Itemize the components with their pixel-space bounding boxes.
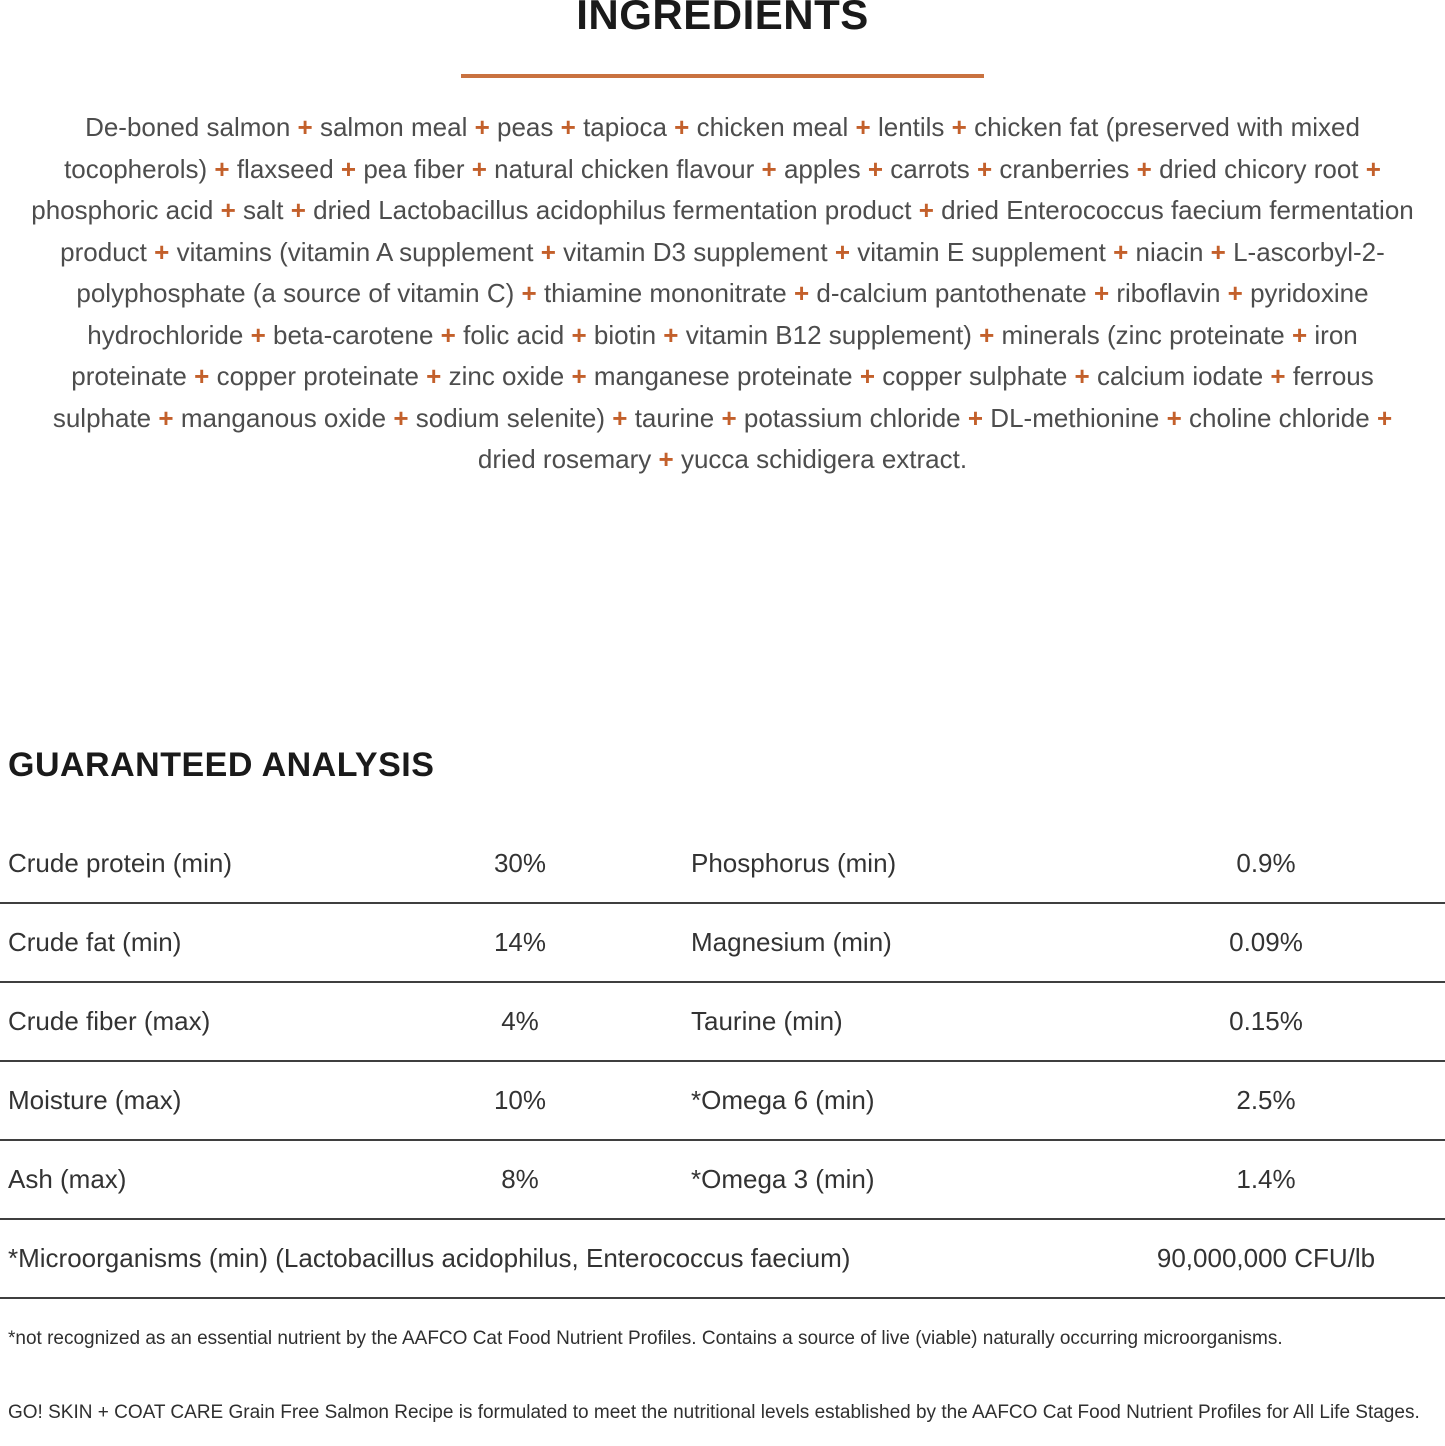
plus-separator-icon: +: [855, 112, 871, 142]
analysis-value: 0.09%: [1229, 926, 1303, 957]
plus-separator-icon: +: [658, 444, 674, 474]
plus-separator-icon: +: [612, 402, 628, 433]
analysis-label: Crude fiber (max): [8, 1005, 211, 1036]
plus-separator-icon: +: [540, 236, 556, 267]
analysis-label: *Microorganisms (min) (Lactobacillus acidophilus, Enterococcus faecium): [8, 1242, 851, 1273]
analysis-label: *Omega 6 (min): [691, 1084, 875, 1115]
plus-separator-icon: +: [214, 153, 230, 184]
plus-separator-icon: +: [1270, 361, 1286, 391]
plus-separator-icon: +: [1074, 361, 1090, 391]
analysis-label: Ash (max): [8, 1163, 127, 1194]
plus-separator-icon: +: [290, 195, 306, 225]
analysis-value: 10%: [493, 1084, 547, 1115]
analysis-value: 0.15%: [1229, 1005, 1303, 1036]
plus-separator-icon: +: [194, 361, 210, 391]
plus-separator-icon: +: [793, 278, 810, 308]
plus-separator-icon: +: [1093, 278, 1110, 308]
analysis-value: 0.9%: [1236, 847, 1296, 878]
analysis-row-microorganisms: [0, 1220, 1445, 1299]
analysis-value: 8%: [501, 1163, 539, 1194]
guaranteed-analysis-table: [0, 825, 1445, 1299]
plus-separator-icon: +: [674, 112, 690, 142]
plus-separator-icon: +: [440, 319, 456, 350]
plus-separator-icon: +: [663, 319, 679, 350]
plus-separator-icon: +: [721, 402, 737, 433]
plus-separator-icon: +: [158, 402, 174, 433]
plus-separator-icon: +: [471, 153, 487, 184]
analysis-label: Taurine (min): [691, 1005, 843, 1036]
analysis-value: 2.5%: [1236, 1084, 1296, 1115]
plus-separator-icon: +: [976, 153, 993, 184]
plus-separator-icon: +: [154, 236, 170, 267]
plus-separator-icon: +: [571, 319, 587, 350]
plus-separator-icon: +: [967, 402, 984, 433]
analysis-value: 4%: [501, 1005, 539, 1036]
plus-separator-icon: +: [521, 278, 537, 308]
plus-separator-icon: +: [250, 319, 266, 350]
analysis-row: [0, 1141, 1445, 1220]
analysis-value: 30%: [493, 847, 547, 878]
ingredients-text: De-boned salmon + salmon meal + peas + tapioca + chicken meal + lentils + chicken fat (preserved with mixed tocopherols) + flaxseed + pea fiber + natural chicken flavour + apples + carrots + cranberries + dried chicory root + phosphoric acid + salt + dried Lactobacillus acidophilus fermentation product + dried Enterococcus faecium fermentation product + vitamins (vitamin A supplement + vitamin D3 supplement + vitamin E supplement + niacin + L-ascorbyl-2-polyphosphate (a source of vitamin C) + thiamine mononitrate + d-calcium pantothenate + riboflavin + pyridoxine hydrochloride + beta-carotene + folic acid + biotin + vitamin B12 supplement) + minerals (zinc proteinate + iron proteinate + copper proteinate + zinc oxide + manganese proteinate + copper sulphate + calcium iodate + ferrous sulphate + manganous oxide + sodium selenite) + taurine + potassium chloride + DL-methionine + choline chloride + dried rosemary + yucca schidigera extract.: [31, 112, 1414, 474]
plus-separator-icon: +: [1227, 278, 1243, 308]
plus-separator-icon: +: [1376, 402, 1393, 433]
analysis-row: [0, 825, 1445, 904]
plus-separator-icon: +: [951, 112, 967, 142]
plus-separator-icon: +: [761, 153, 777, 184]
analysis-row: [0, 983, 1445, 1062]
analysis-value: 90,000,000 CFU/lb: [1156, 1242, 1376, 1273]
plus-separator-icon: +: [426, 361, 442, 391]
plus-separator-icon: +: [859, 361, 876, 391]
analysis-label: Moisture (max): [8, 1084, 182, 1115]
analysis-label: Crude fat (min): [8, 926, 182, 957]
plus-separator-icon: +: [867, 153, 883, 184]
analysis-row: [0, 1062, 1445, 1141]
plus-separator-icon: +: [560, 112, 576, 142]
title-rule-divider: [461, 74, 984, 78]
plus-separator-icon: +: [918, 195, 934, 225]
plus-separator-icon: +: [1113, 236, 1129, 267]
analysis-label: Phosphorus (min): [691, 847, 897, 878]
plus-separator-icon: +: [834, 236, 851, 267]
plus-separator-icon: +: [1136, 153, 1152, 184]
plus-separator-icon: +: [1365, 153, 1381, 184]
analysis-label: *Omega 3 (min): [691, 1163, 875, 1194]
plus-separator-icon: +: [297, 112, 313, 142]
plus-separator-icon: +: [474, 112, 490, 142]
plus-separator-icon: +: [340, 153, 357, 184]
analysis-value: 1.4%: [1236, 1163, 1296, 1194]
plus-separator-icon: +: [1291, 319, 1308, 350]
plus-separator-icon: +: [979, 319, 995, 350]
footnote-formulation: GO! SKIN + COAT CARE Grain Free Salmon Recipe is formulated to meet the nutritional levels established by the AAFCO Cat Food Nutrient Profiles for All Life Stages.: [8, 1401, 1420, 1423]
analysis-value: 14%: [493, 926, 547, 957]
footnote-aafco-asterisk: *not recognized as an essential nutrient by the AAFCO Cat Food Nutrient Profiles. Contains a source of live (viable) naturally occurring microorganisms.: [8, 1327, 1283, 1349]
plus-separator-icon: +: [1210, 236, 1226, 267]
analysis-row: [0, 904, 1445, 983]
plus-separator-icon: +: [393, 402, 409, 433]
plus-separator-icon: +: [220, 195, 236, 225]
plus-separator-icon: +: [571, 361, 587, 391]
analysis-label: Magnesium (min): [691, 926, 892, 957]
guaranteed-analysis-title: GUARANTEED ANALYSIS: [8, 745, 435, 784]
ingredients-title: INGREDIENTS: [576, 0, 869, 38]
analysis-label: Crude protein (min): [8, 847, 232, 878]
plus-separator-icon: +: [1166, 402, 1182, 433]
